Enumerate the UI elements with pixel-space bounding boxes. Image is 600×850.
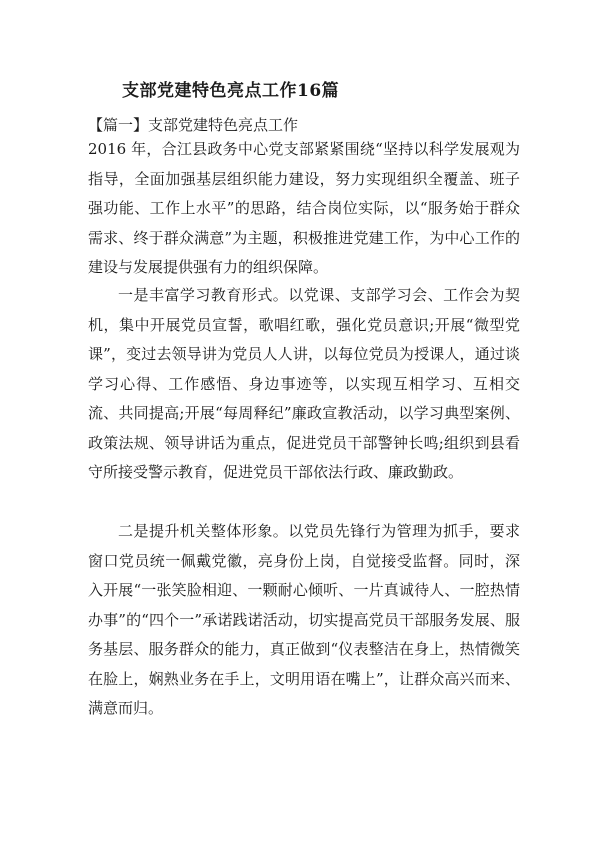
paragraph-item-two: 二是提升机关整体形象。以党员先锋行为管理为抓手，要求窗口党员统一佩戴党徽，亮身份上岗，自觉接受监督。同时，深入开展“一张笑脸相迎、一颗耐心倾听、一片真诚待人、一腔热情办事”的“四个一”承诺践诺活动，切实提高党员干部服务发展、服务基层、服务群众的能力，真正做到“仪表整洁在身上，热情微笑在脸上，娴熟业务在手上，文明用语在嘴上”，让群众高兴而来、满意而归。 bbox=[88, 522, 520, 717]
paragraph-item-one: 一是丰富学习教育形式。以党课、支部学习会、工作会为契机，集中开展党员宣誓，歌唱红歌，强化党员意识;开展“微型党课”，变过去领导讲为党员人人讲，以每位党员为授课人，通过谈学习心得、工作感悟、身边事迹等，以实现互相学习、互相交流、共同提高;开展“每周释纪”廉政宣教活动，以学习典型案例、政策法规、领导讲话为重点，促进党员干部警钟长鸣;组织到县看守所接受警示教育，促进党员干部依法行政、廉政勤政。 bbox=[88, 286, 520, 481]
intro-paragraph: 2016 年，合江县政务中心党支部紧紧围绕“坚持以科学发展观为指导，全面加强基层组织能力建设，努力实现组织全覆盖、班子强功能、工作上水平”的思路，结合岗位实际，以“服务始于群众需求、终于群众满意”为主题，积极推进党建工作，为中心工作的建设与发展提供强有力的组织保障。 bbox=[88, 140, 520, 276]
section-heading: 【篇一】支部党建特色亮点工作 bbox=[88, 116, 299, 134]
document-title: 支部党建特色亮点工作16篇 bbox=[122, 81, 340, 101]
